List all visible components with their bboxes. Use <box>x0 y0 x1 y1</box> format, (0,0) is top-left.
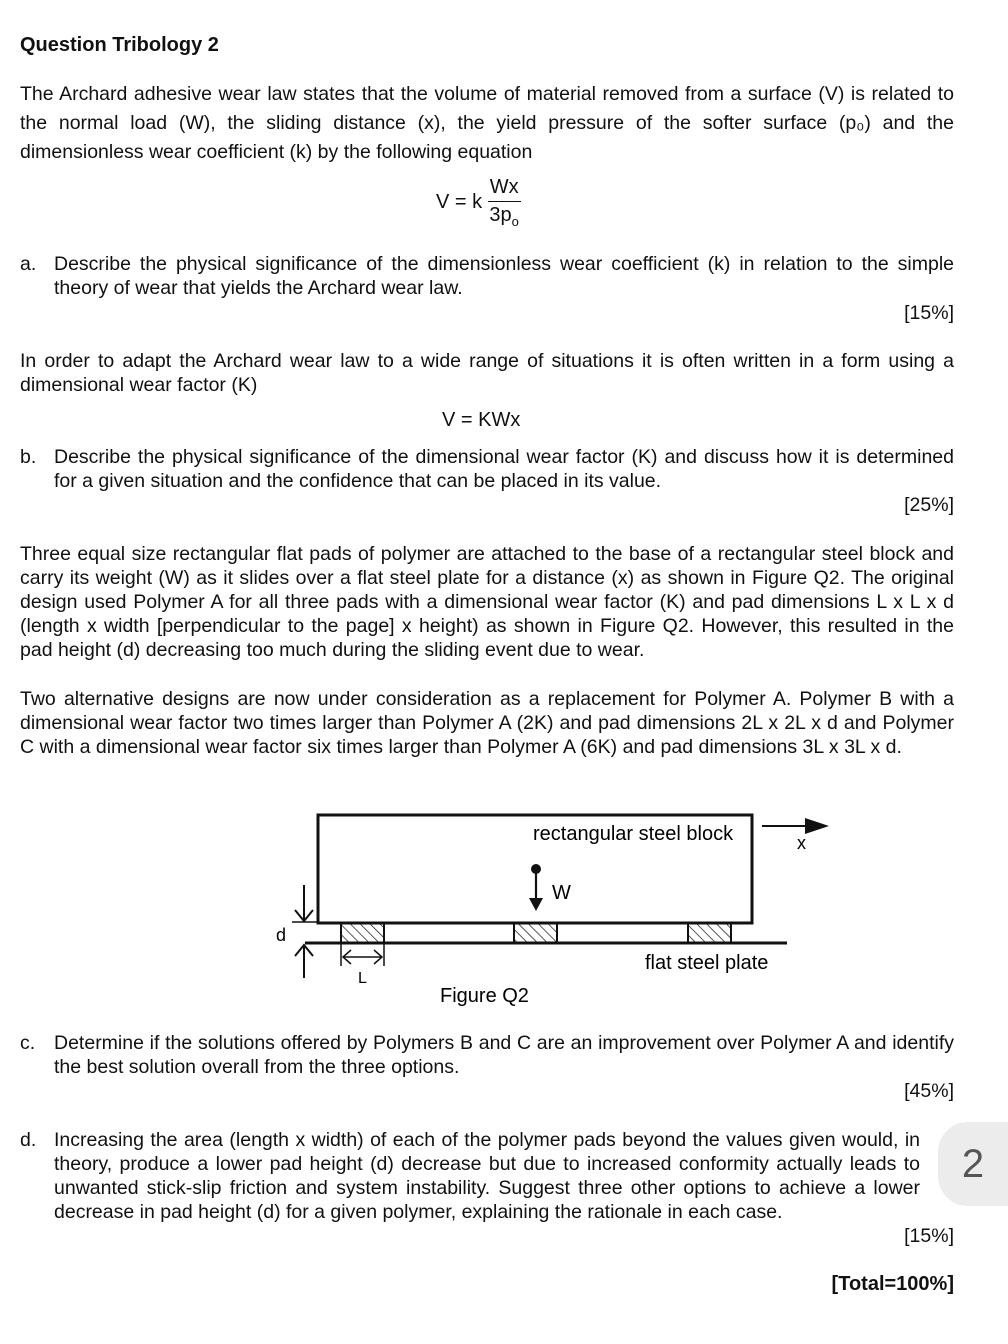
question-d-letter: d. <box>20 1129 37 1151</box>
question-d-marks: [15%] <box>904 1225 954 1247</box>
equation-numerator: Wx <box>488 176 521 202</box>
load-label: W <box>552 882 571 904</box>
polymer-pad-middle <box>514 923 557 943</box>
denominator-subscript: o <box>511 214 519 229</box>
equation-lhs: V = k <box>436 191 483 213</box>
pad-height-label: d <box>276 925 287 945</box>
question-a-marks: [15%] <box>904 302 954 324</box>
wear-factor-equation: V = KWx <box>442 409 521 431</box>
steel-block-label: rectangular steel block <box>533 823 734 845</box>
alternatives-paragraph: Two alternative designs are now under consideration as a replacement for Polymer A. Polymer B with a dimensional wear factor two times larger than Polymer A (2K) and pad dimensions 2L x 2L x d and Polymer C with a dimensional wear factor six times larger than Polymer A (6K) and pad dimensions 3L x 3L x d. <box>20 688 954 758</box>
question-d-text: Increasing the area (length x width) of each of the polymer pads beyond the values given would, in theory, produce a lower pad height (d) decrease but due to increased conformity actually leads to unwanted stick-slip friction and system instability. Suggest three other options to achieve a lower decrease in pad height (d) for a given polymer, explaining the rationale in each case. <box>54 1129 920 1223</box>
intro-paragraph: The Archard adhesive wear law states that the volume of material removed from a surface (V) is related to the normal load (W), the sliding distance (x), the yield pressure of the softer surface (p₀) and the dimensionless wear coefficient (k) by the following equation <box>20 83 954 163</box>
question-c-marks: [45%] <box>904 1080 954 1102</box>
question-b-marks: [25%] <box>904 494 954 516</box>
total-marks: [Total=100%] <box>831 1273 954 1295</box>
polymer-pad-left <box>341 923 384 943</box>
pad-length-label: L <box>358 970 367 987</box>
question-c-letter: c. <box>20 1032 36 1054</box>
question-c-text: Determine if the solutions offered by Polymers B and C are an improvement over Polymer A and identify the best solution overall from the three options. <box>54 1032 954 1078</box>
wear-factor-paragraph: In order to adapt the Archard wear law to a wide range of situations it is often written in a form using a dimensional wear factor (K) <box>20 350 954 396</box>
sliding-distance-label: x <box>797 833 806 853</box>
question-b-letter: b. <box>20 446 37 468</box>
denominator-main: 3p <box>489 204 512 226</box>
question-title: Question Tribology 2 <box>20 34 219 56</box>
question-a-text: Describe the physical significance of the dimensionless wear coefficient (k) in relation to the simple theory of wear that yields the Archard wear law. <box>54 253 954 299</box>
figure-caption: Figure Q2 <box>440 985 529 1007</box>
steel-plate-label: flat steel plate <box>645 952 769 974</box>
question-b-text: Describe the physical significance of the dimensional wear factor (K) and discuss how it is determined for a given situation and the confidence that can be placed in its value. <box>54 446 954 492</box>
page-number-badge: 2 <box>938 1122 1008 1206</box>
polymer-pad-right <box>688 923 731 943</box>
sliding-arrow-head <box>805 818 829 834</box>
pads-paragraph: Three equal size rectangular flat pads of polymer are attached to the base of a rectangular steel block and carry its weight (W) as it slides over a flat steel plate for a distance (x) as shown in Figure Q2. The original design used Polymer A for all three pads with a dimensional wear factor (K) and pad dimensions L x L x d (length x width [perpendicular to the page] x height) as shown in Figure Q2. However, this resulted in the pad height (d) decreasing too much during the sliding event due to wear. <box>20 543 954 661</box>
question-a-letter: a. <box>20 253 37 275</box>
